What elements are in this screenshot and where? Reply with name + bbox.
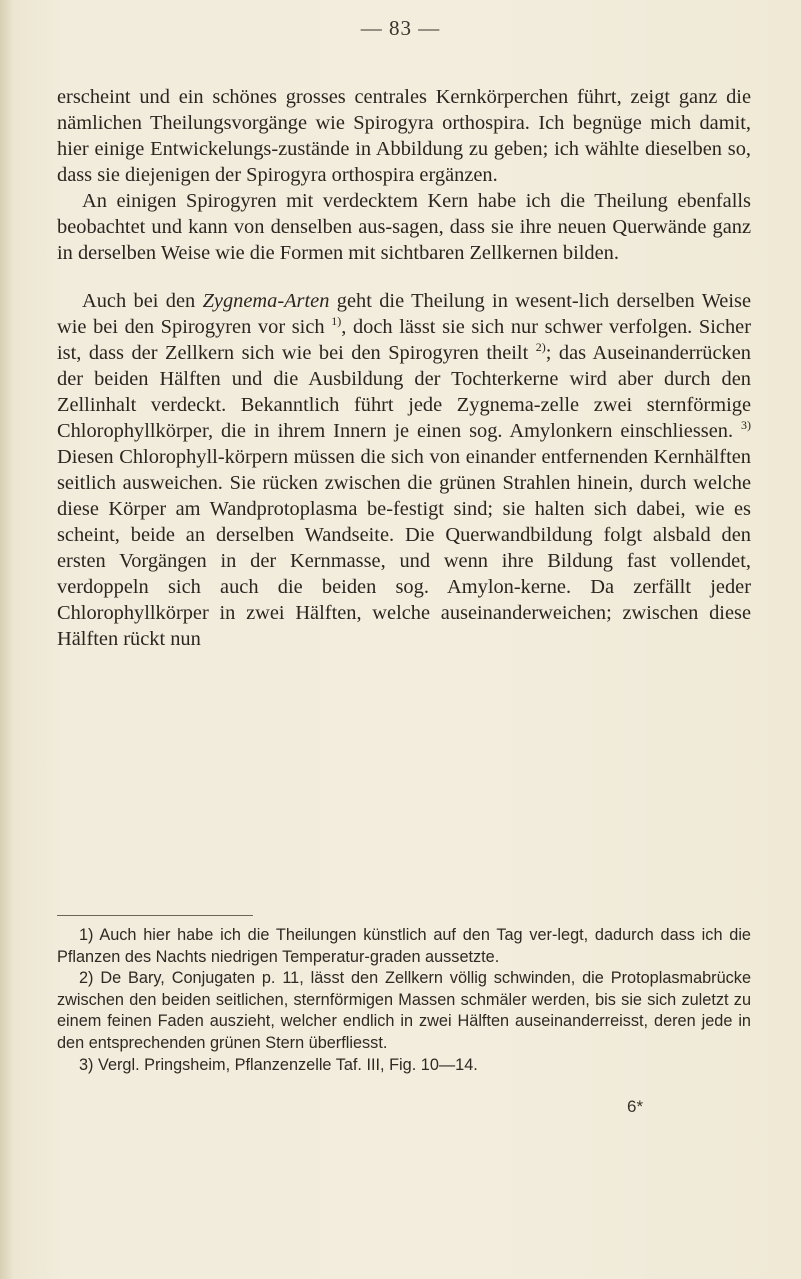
footnote: 3) Vergl. Pringsheim, Pflanzenzelle Taf. III, Fig. 10—14.	[79, 1055, 478, 1074]
footnote-divider	[57, 915, 253, 916]
paragraph	[57, 288, 751, 652]
footnote: 1) Auch hier habe ich die Theilungen künstlich auf den Tag ver-legt, dadurch dass ich die Pflanzen des Nachts niedrigen Temperatur-graden aussetzte.	[57, 926, 751, 966]
page-gutter-shadow	[0, 0, 14, 1279]
footnotes	[57, 925, 751, 1076]
paragraph	[57, 84, 751, 188]
footnote-reference: 2)	[535, 340, 546, 354]
text-run: , doch lässt sie sich nur schwer verfolgen. Sicher ist, dass der Zellkern sich wie bei den Spirogyren theilt	[57, 316, 751, 364]
footnote: 2) De Bary, Conjugaten p. 11, lässt den Zellkern völlig schwinden, die Protoplasmabrücke zwischen den beiden seitlichen, sternförmigen Massen schmäler werden, bis sie sich zuletzt zu einem feinen Faden auszieht, welcher endlich in zwei Hälften auseinanderreisst, deren jede in den entsprechenden grünen Stern überfliesst.	[57, 969, 751, 1052]
text-run: Auch bei den	[82, 290, 203, 312]
text-run: geht die Theilung in wesent-lich derselben Weise wie bei den Spirogyren vor sich	[57, 290, 752, 338]
footnote-reference: 3)	[741, 418, 751, 432]
text-run: Diesen Chlorophyll-körpern müssen die sich von einander entfernenden Kernhälften seitlich ausweichen. Sie rücken zwischen die grünen Strahlen hinein, durch welche diese Körper am Wandprotoplasma be-festigt sind; sie halten sich dabei, wie es scheint, beide an derselben Wandseite. Die Querwandbildung folgt alsbald den ersten Vorgängen in der Kernmasse, und wenn ihre Bildung fast vollendet, verdoppeln sich auch die beiden sog. Amylon-kerne. Da zerfällt jeder Chlorophyllkörper in zwei Hälften, welche auseinanderweichen; zwischen diese Hälften rückt nun	[57, 446, 751, 650]
main-text	[57, 84, 751, 652]
italic-term: Zygnema-Arten	[202, 290, 330, 312]
signature-mark: 6*	[627, 1097, 644, 1116]
paragraph	[57, 188, 751, 266]
text-run: ; das Auseinanderrücken der beiden Hälften und die Ausbildung der Tochterkerne wird aber durch den Zellinhalt verdeckt. Bekanntlich führt jede Zygnema-zelle zwei sternförmige Chlorophyllkörper, die in ihrem Innern je einen sog. Amylonkern einschliessen.	[57, 342, 751, 442]
text-run: An einigen Spirogyren mit verdecktem Kern habe ich die Theilung ebenfalls beobachtet und kann von denselben aus-sagen, dass sie ihre neuen Querwände ganz in derselben Weise wie die Formen mit sichtbaren Zellkernen bilden.	[57, 190, 751, 264]
footnote-reference: 1)	[331, 314, 342, 328]
page-number-header: — 83 —	[360, 16, 441, 40]
text-run: erscheint und ein schönes grosses centrales Kernkörperchen führt, zeigt ganz die nämlichen Theilungsvorgänge wie Spirogyra orthospira. Ich begnüge mich damit, hier einige Entwickelungs-zustände in Abbildung zu geben; ich wählte dieselben so, dass sie diejenigen der Spirogyra orthospira ergänzen.	[57, 86, 751, 186]
